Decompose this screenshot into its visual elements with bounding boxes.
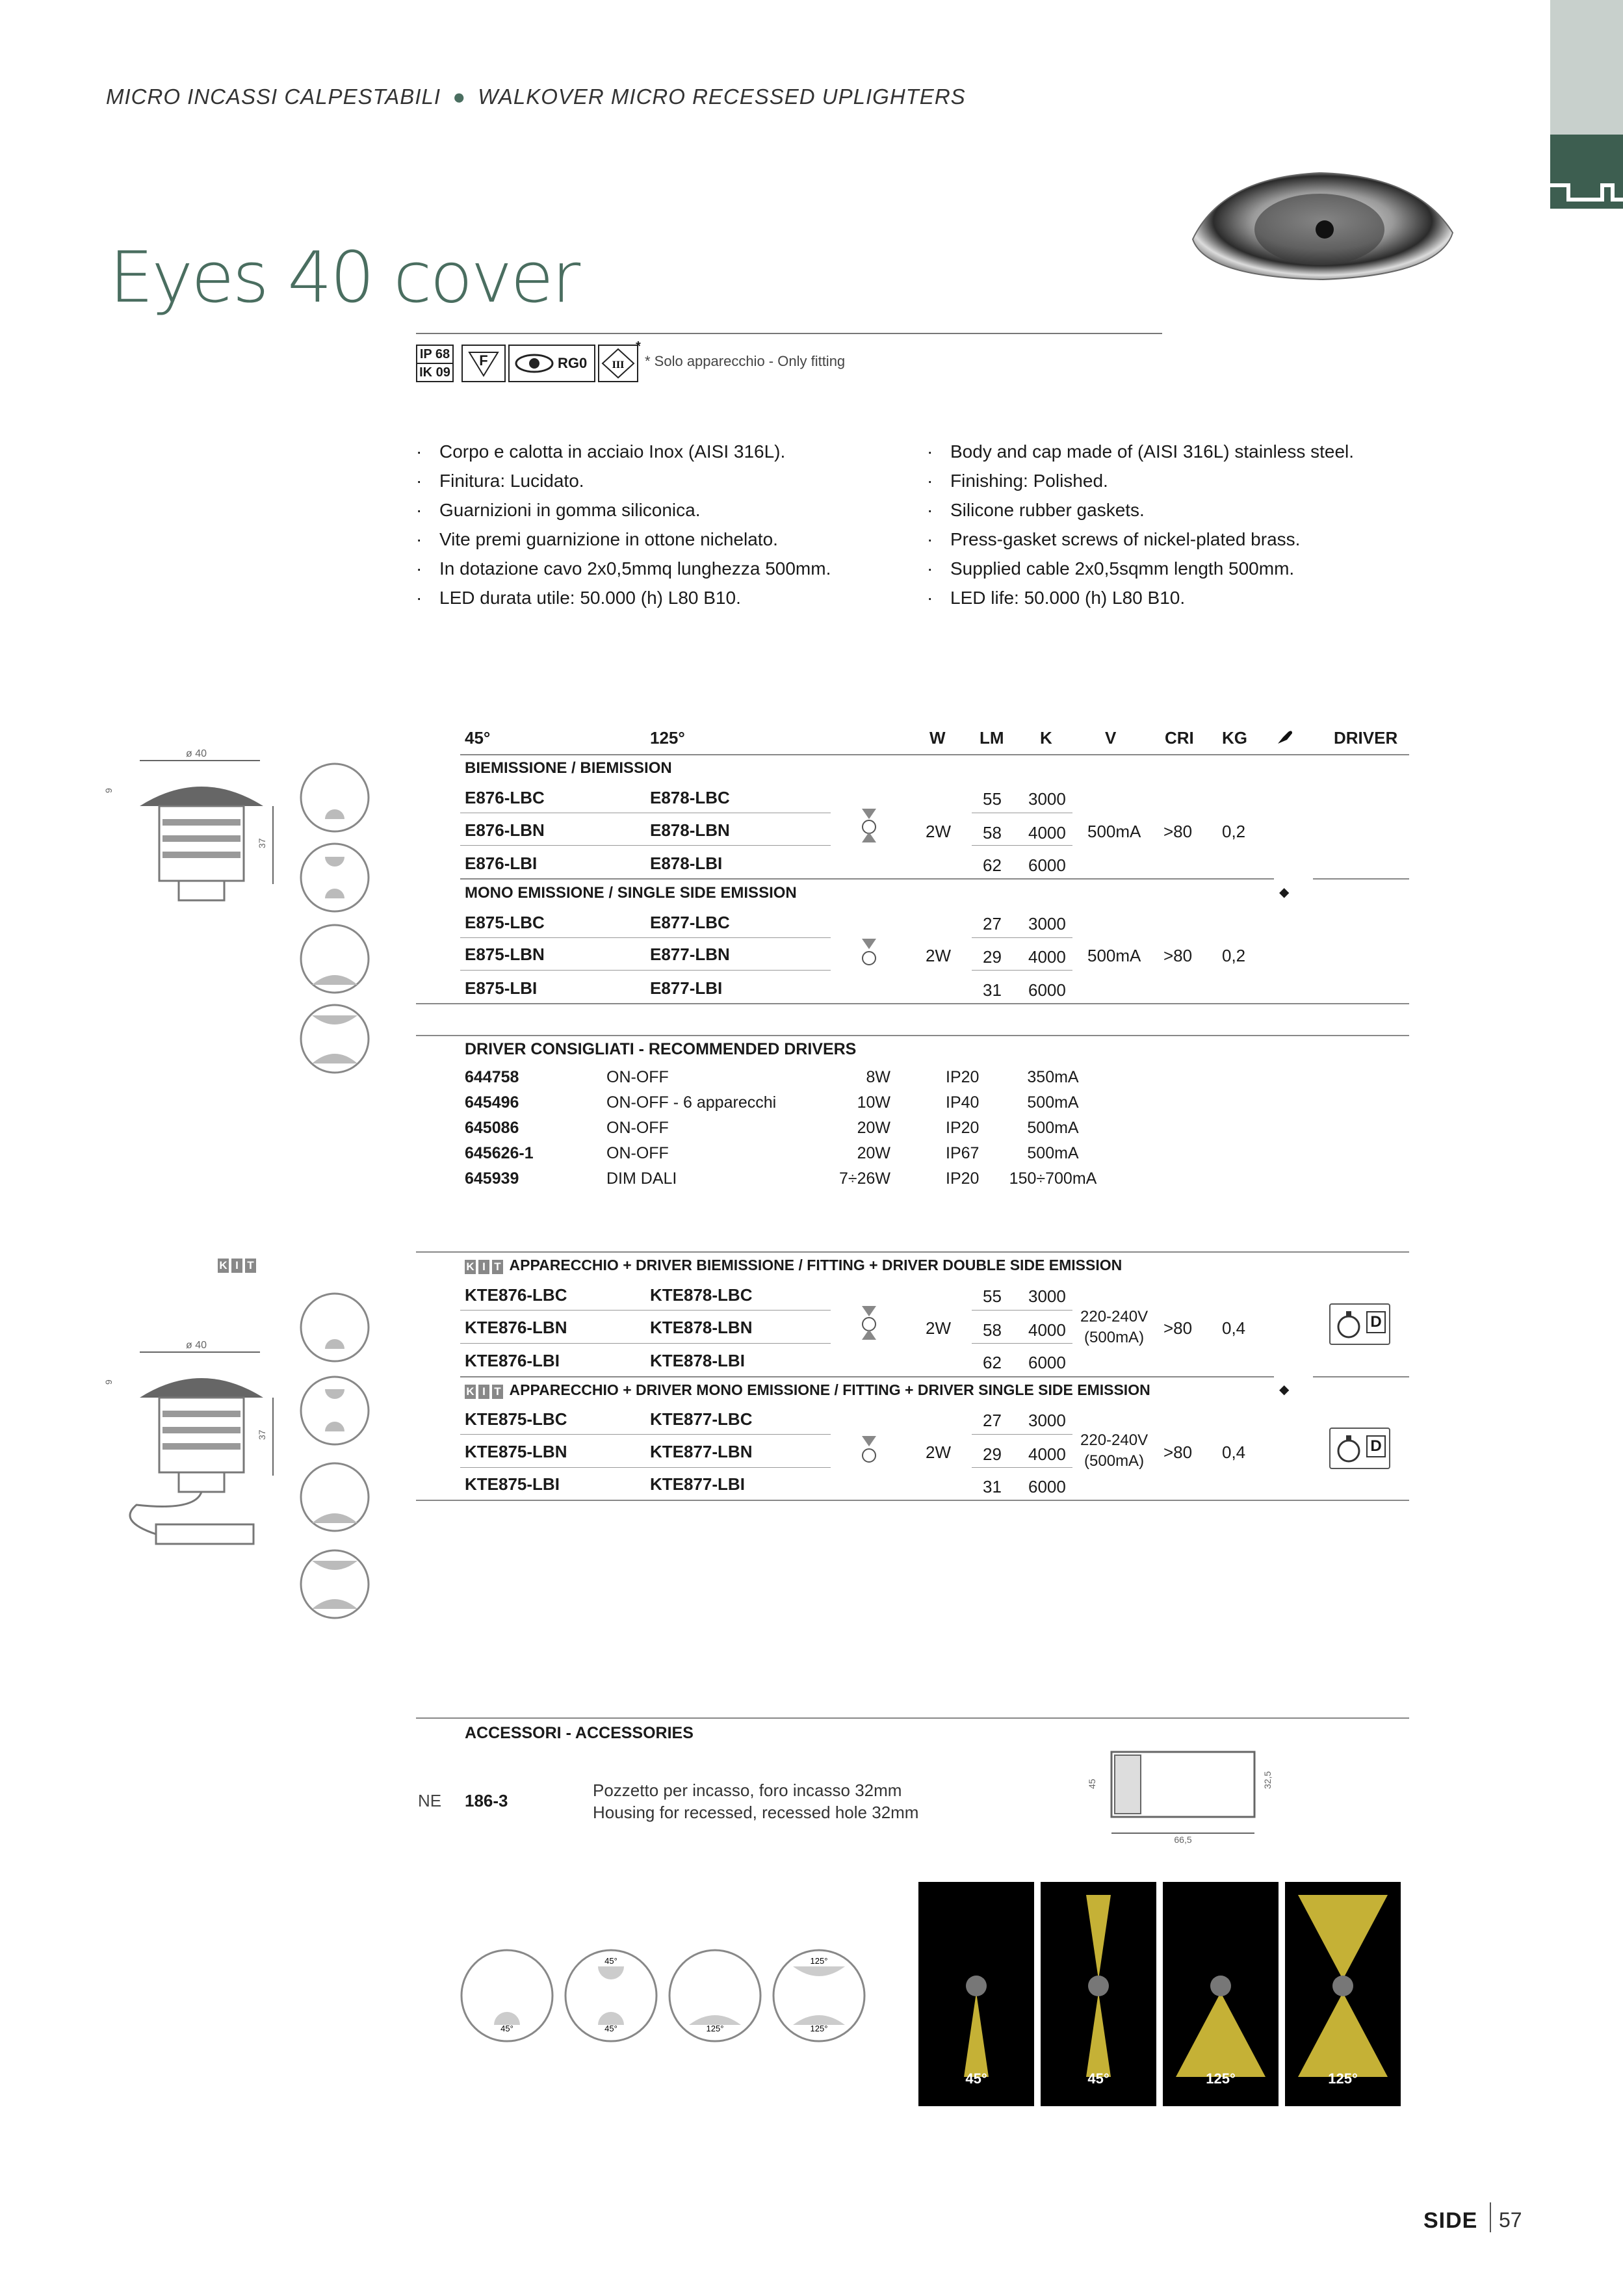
watt: 2W bbox=[926, 1442, 951, 1462]
cri: >80 bbox=[1163, 1318, 1193, 1338]
watt: 2W bbox=[926, 822, 951, 841]
code-45: KTE876-LBC bbox=[465, 1285, 567, 1305]
svg-text:125°: 125° bbox=[1206, 2070, 1236, 2087]
kit-badge: K I T bbox=[218, 1259, 259, 1273]
feature-item: · Supplied cable 2x0,5sqmm length 500mm. bbox=[927, 554, 1421, 583]
feature-item: · Finishing: Polished. bbox=[927, 466, 1421, 495]
voltage: 500mA bbox=[1087, 946, 1141, 965]
kelvin: 6000 bbox=[1028, 1353, 1066, 1372]
col-kg: KG bbox=[1222, 728, 1247, 748]
cri: >80 bbox=[1163, 1442, 1193, 1462]
code-45: E875-LBI bbox=[465, 978, 538, 998]
kit-end-rule bbox=[416, 1500, 1409, 1501]
housing-drawing bbox=[1085, 1742, 1280, 1846]
col-v: V bbox=[1105, 728, 1117, 748]
svg-text:37: 37 bbox=[257, 838, 267, 848]
code-125: KTE877-LBI bbox=[650, 1474, 745, 1494]
kg: 0,4 bbox=[1222, 1442, 1246, 1462]
diamond-mark: ◆ bbox=[1279, 885, 1290, 900]
emission-diagrams bbox=[458, 1940, 887, 2051]
beam-photo-45-single bbox=[918, 1882, 1034, 2106]
col-cri: CRI bbox=[1165, 728, 1194, 748]
feature-item: · Body and cap made of (AISI 316L) stainless steel. bbox=[927, 437, 1421, 466]
voltage: 220-240V (500mA) bbox=[1080, 1308, 1149, 1346]
row-rule bbox=[460, 937, 831, 938]
category-header: MICRO INCASSI CALPESTABILI ● WALKOVER MICRO RECESSED UPLIGHTERS bbox=[106, 85, 966, 109]
feature-item: · Guarnizioni in gomma siliconica. bbox=[416, 495, 910, 525]
beam-photo-45-double bbox=[1041, 1882, 1156, 2106]
accessory-code: 186-3 bbox=[465, 1791, 508, 1810]
svg-text:ø 40: ø 40 bbox=[185, 1340, 207, 1351]
dimmable-icon bbox=[1275, 727, 1295, 746]
row-rule bbox=[460, 1467, 831, 1468]
code-45: E875-LBC bbox=[465, 913, 545, 932]
driver-row: 644758 ON-OFF 8W IP20 350mA bbox=[465, 1068, 1079, 1086]
svg-text:125°: 125° bbox=[1328, 2070, 1358, 2087]
driver-row: 645626-1 ON-OFF 20W IP67 500mA bbox=[465, 1144, 1079, 1162]
title-rule bbox=[416, 333, 1162, 334]
code-45: KTE875-LBC bbox=[465, 1409, 567, 1429]
kit-group-title-single: K I T APPARECCHIO + DRIVER MONO EMISSIONE / FITTING + DRIVER SINGLE SIDE EMISSION bbox=[465, 1381, 1150, 1399]
row-rule bbox=[972, 1467, 1072, 1468]
code-45: KTE875-LBI bbox=[465, 1474, 560, 1494]
table-end-rule bbox=[416, 1003, 1409, 1004]
lumen: 55 bbox=[983, 789, 1002, 809]
svg-text:45°: 45° bbox=[1087, 2070, 1110, 2087]
beam-photo-125-double bbox=[1285, 1882, 1401, 2106]
row-rule bbox=[460, 1434, 831, 1435]
lumen: 55 bbox=[983, 1286, 1002, 1306]
kit-rule bbox=[416, 1251, 1409, 1253]
code-45: E875-LBN bbox=[465, 945, 545, 964]
lumen: 62 bbox=[983, 1353, 1002, 1372]
code-125: KTE878-LBC bbox=[650, 1285, 753, 1305]
row-rule bbox=[972, 1310, 1072, 1311]
voltage: 220-240V (500mA) bbox=[1080, 1431, 1149, 1470]
row-rule bbox=[972, 1434, 1072, 1435]
row-rule bbox=[460, 970, 831, 971]
svg-text:45°: 45° bbox=[500, 2024, 513, 2033]
svg-text:32,5: 32,5 bbox=[1262, 1771, 1273, 1789]
class-iii-icon bbox=[598, 345, 638, 382]
double-emission-icon bbox=[859, 1303, 879, 1342]
feature-item: · Corpo e calotta in acciaio Inox (AISI 316L). bbox=[416, 437, 910, 466]
code-125: KTE878-LBI bbox=[650, 1351, 745, 1370]
driver-row: 645496 ON-OFF - 6 apparecchi 10W IP40 500mA bbox=[465, 1093, 1079, 1112]
f-mark-icon: F bbox=[461, 345, 506, 382]
svg-text:125°: 125° bbox=[706, 2024, 724, 2033]
driver-row: 645939 DIM DALI 7÷26W IP20 150÷700mA bbox=[465, 1169, 1097, 1188]
lumen: 58 bbox=[983, 1320, 1002, 1340]
lumen: 58 bbox=[983, 823, 1002, 842]
features-italian bbox=[416, 437, 910, 612]
kelvin: 6000 bbox=[1028, 855, 1066, 875]
double-emission-icon bbox=[859, 806, 879, 845]
group-rule bbox=[1313, 1376, 1409, 1377]
row-rule bbox=[972, 937, 1072, 938]
col-k: K bbox=[1040, 728, 1052, 748]
kit-drawing bbox=[97, 1333, 286, 1554]
feature-item: · Silicone rubber gaskets. bbox=[927, 495, 1421, 525]
kg: 0,2 bbox=[1222, 822, 1246, 841]
page-number: 57 bbox=[1499, 2208, 1522, 2232]
group-rule bbox=[460, 878, 1274, 880]
lumen: 31 bbox=[983, 1477, 1002, 1496]
cri: >80 bbox=[1163, 822, 1193, 841]
svg-text:45: 45 bbox=[1087, 1779, 1097, 1789]
footer-brand: SIDE bbox=[1423, 2208, 1478, 2233]
section-icon bbox=[1550, 135, 1623, 209]
cert-note: * Solo apparecchio - Only fitting bbox=[645, 353, 846, 369]
accessories-rule bbox=[416, 1717, 1409, 1719]
kelvin: 3000 bbox=[1028, 1286, 1066, 1306]
accessories-title: ACCESSORI - ACCESSORIES bbox=[465, 1724, 694, 1742]
col-lm: LM bbox=[980, 728, 1004, 748]
beam-circles bbox=[296, 761, 374, 1092]
cert-star: * bbox=[636, 339, 641, 354]
lumen: 31 bbox=[983, 980, 1002, 1000]
beam-photos bbox=[918, 1882, 1403, 2106]
kelvin: 4000 bbox=[1028, 1320, 1066, 1340]
svg-text:9: 9 bbox=[103, 1379, 114, 1385]
feature-item: · Finitura: Lucidato. bbox=[416, 466, 910, 495]
feature-item: · Vite premi guarnizione in ottone nichelato. bbox=[416, 525, 910, 554]
drivers-rule bbox=[416, 1035, 1409, 1036]
watt: 2W bbox=[926, 946, 951, 965]
row-rule bbox=[460, 1343, 831, 1344]
drivers-table bbox=[465, 1065, 1115, 1192]
row-rule bbox=[972, 845, 1072, 846]
svg-text:III: III bbox=[612, 359, 625, 371]
kit-beam-circles bbox=[296, 1290, 374, 1628]
row-rule bbox=[972, 1343, 1072, 1344]
drivers-title: DRIVER CONSIGLIATI - RECOMMENDED DRIVERS bbox=[465, 1040, 857, 1058]
voltage: 500mA bbox=[1087, 822, 1141, 841]
kg: 0,4 bbox=[1222, 1318, 1246, 1338]
side-tab-dark bbox=[1550, 135, 1623, 209]
product-photo bbox=[1183, 161, 1462, 301]
feature-item: · Press-gasket screws of nickel-plated brass. bbox=[927, 525, 1421, 554]
side-tab-light bbox=[1550, 0, 1623, 135]
diamond-mark: ◆ bbox=[1279, 1383, 1290, 1397]
feature-item: · LED durata utile: 50.000 (h) L80 B10. bbox=[416, 583, 910, 612]
feature-item: · LED life: 50.000 (h) L80 B10. bbox=[927, 583, 1421, 612]
code-125: E878-LBI bbox=[650, 854, 723, 873]
svg-text:125°: 125° bbox=[810, 1956, 828, 1966]
code-125: E877-LBC bbox=[650, 913, 730, 932]
fitting-drawing bbox=[97, 741, 286, 917]
single-emission-icon bbox=[859, 936, 879, 969]
row-rule bbox=[460, 1310, 831, 1311]
kelvin: 6000 bbox=[1028, 1477, 1066, 1496]
page-title: Eyes 40 cover bbox=[109, 237, 579, 319]
code-45: KTE875-LBN bbox=[465, 1442, 567, 1461]
col-driver: DRIVER bbox=[1334, 728, 1398, 748]
kelvin: 4000 bbox=[1028, 1444, 1066, 1464]
lumen: 62 bbox=[983, 855, 1002, 875]
svg-text:66,5: 66,5 bbox=[1174, 1834, 1192, 1845]
col-125: 125° bbox=[650, 728, 685, 748]
svg-text:9: 9 bbox=[103, 788, 114, 793]
col-45: 45° bbox=[465, 728, 491, 748]
single-emission-icon bbox=[859, 1433, 879, 1466]
kit-group-title-double: K I T APPARECCHIO + DRIVER BIEMISSIONE / FITTING + DRIVER DOUBLE SIDE EMISSION bbox=[465, 1257, 1122, 1274]
code-125: KTE877-LBC bbox=[650, 1409, 753, 1429]
code-45: E876-LBC bbox=[465, 788, 545, 807]
lumen: 27 bbox=[983, 914, 1002, 933]
lumen: 27 bbox=[983, 1411, 1002, 1430]
code-125: E877-LBI bbox=[650, 978, 723, 998]
features-english bbox=[927, 437, 1421, 612]
code-125: E878-LBN bbox=[650, 820, 730, 840]
lumen: 29 bbox=[983, 1444, 1002, 1464]
svg-text:ø 40: ø 40 bbox=[185, 748, 207, 759]
kelvin: 3000 bbox=[1028, 789, 1066, 809]
kit-driver-icon: D bbox=[1329, 1428, 1390, 1469]
footer-divider bbox=[1490, 2202, 1491, 2232]
cri: >80 bbox=[1163, 946, 1193, 965]
group-title-mono: MONO EMISSIONE / SINGLE SIDE EMISSION bbox=[465, 884, 797, 902]
code-125: E878-LBC bbox=[650, 788, 730, 807]
table-rule bbox=[460, 754, 1409, 755]
kelvin: 6000 bbox=[1028, 980, 1066, 1000]
code-125: KTE878-LBN bbox=[650, 1318, 753, 1337]
row-rule bbox=[460, 845, 831, 846]
lumen: 29 bbox=[983, 947, 1002, 967]
kelvin: 3000 bbox=[1028, 914, 1066, 933]
beam-photo-125-single bbox=[1163, 1882, 1279, 2106]
code-125: KTE877-LBN bbox=[650, 1442, 753, 1461]
photobiological-rg0-badge: RG0 bbox=[508, 345, 595, 382]
watt: 2W bbox=[926, 1318, 951, 1338]
svg-text:45°: 45° bbox=[965, 2070, 987, 2087]
code-125: E877-LBN bbox=[650, 945, 730, 964]
kelvin: 4000 bbox=[1028, 947, 1066, 967]
svg-text:125°: 125° bbox=[810, 2024, 828, 2033]
group-rule bbox=[460, 1376, 1274, 1377]
svg-text:37: 37 bbox=[257, 1429, 267, 1440]
driver-row: 645086 ON-OFF 20W IP20 500mA bbox=[465, 1119, 1079, 1137]
feature-item: · In dotazione cavo 2x0,5mmq lunghezza 500mm. bbox=[416, 554, 910, 583]
group-rule bbox=[1313, 878, 1409, 880]
svg-text:45°: 45° bbox=[604, 1956, 617, 1966]
accessory-prefix: NE bbox=[418, 1791, 442, 1810]
accessory-description: Pozzetto per incasso, foro incasso 32mm Housing for recessed, recessed hole 32mm bbox=[593, 1781, 919, 1822]
code-45: KTE876-LBN bbox=[465, 1318, 567, 1337]
code-45: E876-LBN bbox=[465, 820, 545, 840]
col-w: W bbox=[929, 728, 946, 748]
svg-text:45°: 45° bbox=[604, 2024, 617, 2033]
code-45: E876-LBI bbox=[465, 854, 538, 873]
kelvin: 4000 bbox=[1028, 823, 1066, 842]
row-rule bbox=[972, 970, 1072, 971]
ip-ik-badge: IP 68 IK 09 bbox=[416, 345, 454, 382]
code-45: KTE876-LBI bbox=[465, 1351, 560, 1370]
kit-driver-icon: D bbox=[1329, 1303, 1390, 1345]
group-title-biemission: BIEMISSIONE / BIEMISSION bbox=[465, 759, 672, 777]
kg: 0,2 bbox=[1222, 946, 1246, 965]
eye-icon bbox=[510, 346, 555, 381]
kelvin: 3000 bbox=[1028, 1411, 1066, 1430]
